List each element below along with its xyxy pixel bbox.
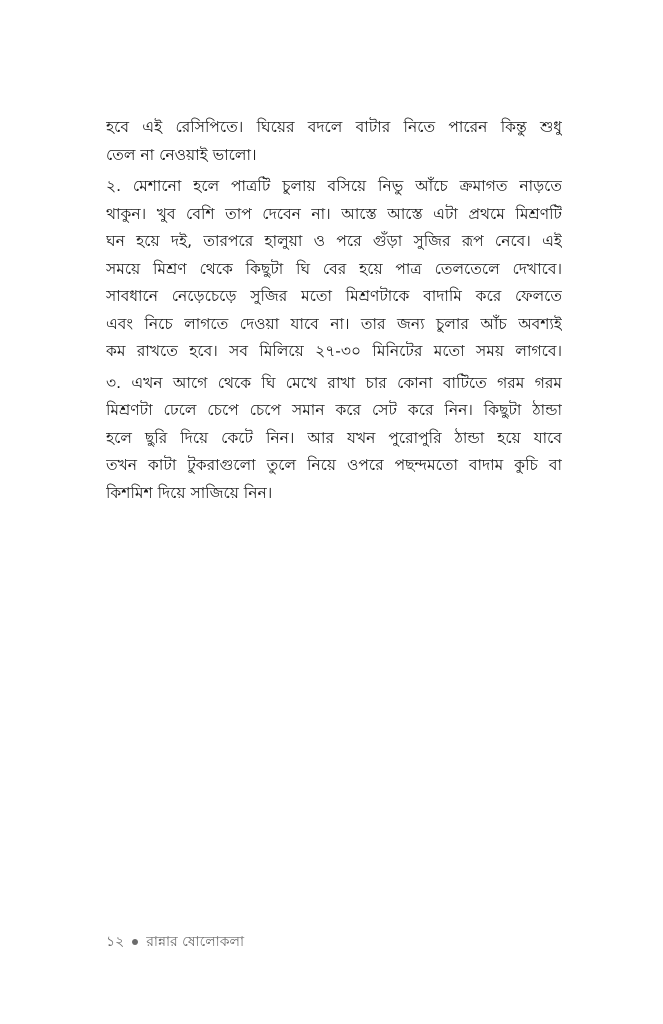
text-line: কম রাখতে হবে। সব মিলিয়ে ২৭-৩০ মিনিটের মতো সময় লাগবে। bbox=[106, 342, 562, 360]
text-line: কিশমিশ দিয়ে সাজিয়ে নিন। bbox=[106, 483, 273, 502]
paragraph-step-3 bbox=[106, 370, 562, 508]
paragraph-intro-continuation bbox=[106, 114, 562, 169]
text-line: মিশ্রণটা ঢেলে চেপে চেপে সমান করে সেট করে নিন। কিছুটা ঠান্ডা bbox=[106, 401, 562, 419]
book-title: রান্নার ষোলোকলা bbox=[146, 934, 245, 950]
bullet-icon bbox=[132, 939, 138, 945]
page-footer bbox=[106, 930, 244, 954]
text-line: থাকুন। খুব বেশি তাপ দেবেন না। আস্তে আস্তে এটা প্রথমে মিশ্রণটি bbox=[106, 204, 562, 223]
text-line: ঘন হয়ে দই, তারপরে হালুয়া ও পরে গুঁড়া সুজির রূপ নেবে। এই bbox=[106, 232, 562, 250]
text-line: সময়ে মিশ্রণ থেকে কিছুটা ঘি বের হয়ে পাত্র তেলতেলে দেখাবে। bbox=[106, 259, 562, 278]
text-line: হলে ছুরি দিয়ে কেটে নিন। আর যখন পুরোপুরি ঠান্ডা হয়ে যাবে bbox=[106, 428, 562, 447]
text-line: ২. মেশানো হলে পাত্রটি চুলায় বসিয়ে নিভু আঁচে ক্রমাগত নাড়তে bbox=[106, 177, 562, 195]
paragraph-step-2 bbox=[106, 173, 562, 366]
text-line: তেল না নেওয়াই ভালো। bbox=[106, 145, 257, 164]
page-number: ১২ bbox=[106, 934, 125, 950]
text-line: সাবধানে নেড়েচেড়ে সুজির মতো মিশ্রণটাকে বাদামি করে ফেলতে bbox=[106, 287, 562, 305]
text-line: হবে এই রেসিপিতে। ঘিয়ের বদলে বাটার নিতে পারেন কিন্তু শুধু bbox=[106, 118, 562, 136]
text-line: ৩. এখন আগে থেকে ঘি মেখে রাখা চার কোনা বাটিতে গরম গরম bbox=[106, 373, 562, 392]
text-line: তখন কাটা টুকরাগুলো তুলে নিয়ে ওপরে পছন্দমতো বাদাম কুচি বা bbox=[106, 456, 562, 474]
text-line: এবং নিচে লাগতে দেওয়া যাবে না। তার জন্য চুলার আঁচ অবশ্যই bbox=[106, 314, 562, 333]
page-body bbox=[106, 114, 562, 511]
